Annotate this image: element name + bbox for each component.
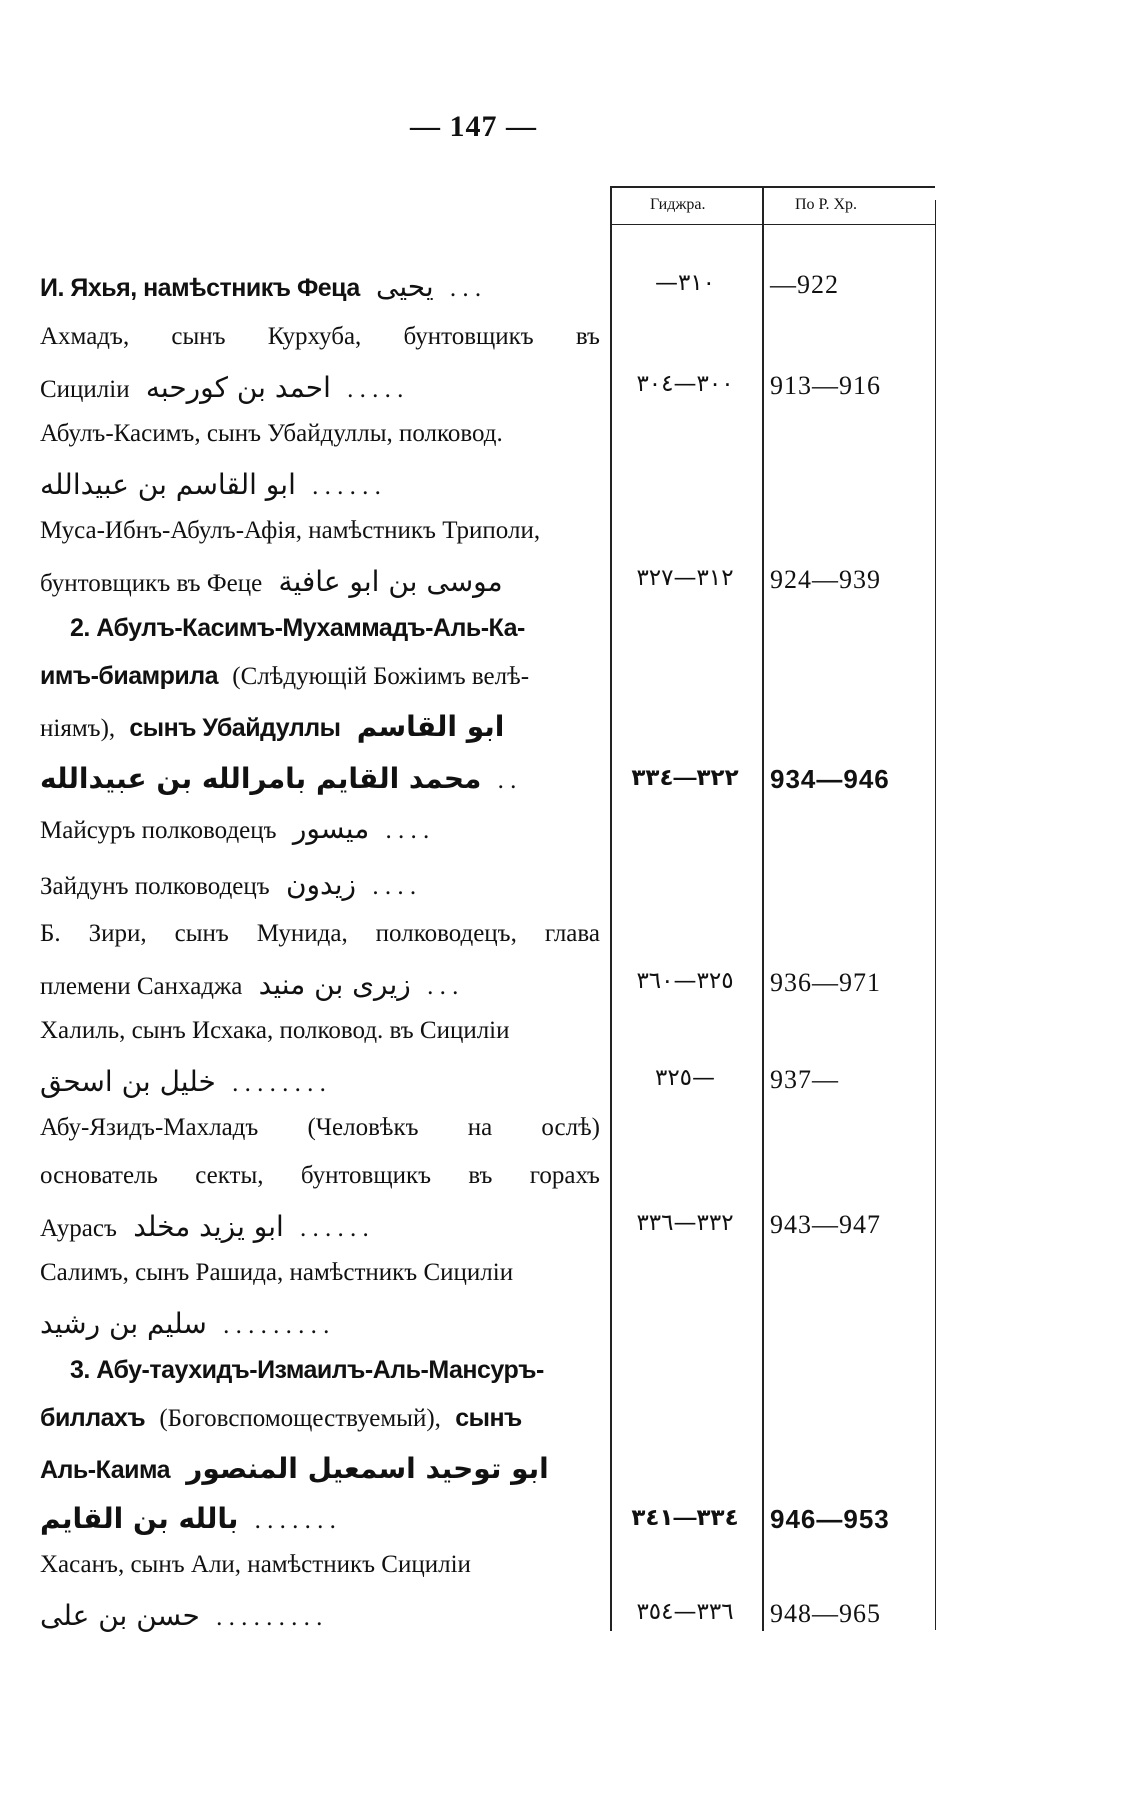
entry-ziri bbox=[40, 920, 1140, 1001]
entry-title: биллахъ bbox=[40, 1404, 146, 1432]
hijra-date: —٣١٠ bbox=[654, 270, 716, 296]
header-bottom-rule bbox=[610, 224, 935, 225]
entry-text-line: Зайдунъ полководецъ bbox=[40, 873, 270, 900]
ad-date: 946—953 bbox=[770, 1504, 890, 1534]
entry-text-line: Хасанъ, сынъ Али, намѣстникъ Сициліи bbox=[40, 1551, 471, 1578]
leader-dots: . . . bbox=[449, 275, 482, 302]
entry-text-line: Абулъ-Касимъ, сынъ Убайдуллы, полковод. bbox=[40, 420, 503, 447]
arabic-name: حسن بن على bbox=[40, 1599, 200, 1632]
leader-dots: . . . . . . . . . bbox=[223, 1312, 330, 1339]
column-header-ad: По Р. Хр. bbox=[795, 196, 858, 213]
leader-dots: . . . . bbox=[385, 817, 430, 844]
entry-text-line: Ахмадъ, сынъ Курхуба, бунтовщикъ въ bbox=[40, 323, 600, 350]
hijra-date: ٣٣٦—٣٥٤ bbox=[636, 1599, 734, 1625]
hijra-date: ٣٠٠—٣٠٤ bbox=[636, 371, 734, 397]
entry-text-line: Аурасъ bbox=[40, 1215, 117, 1242]
hijra-date: ٣٢٢—٣٣٤ bbox=[631, 764, 739, 790]
entry-maysur bbox=[40, 812, 1140, 872]
ad-date: 943—947 bbox=[770, 1210, 881, 1239]
entry-musa bbox=[40, 517, 1140, 598]
entry-text-line: бунтовщикъ въ Феце bbox=[40, 570, 263, 597]
entry-text-line: сынъ Убайдуллы bbox=[129, 714, 341, 742]
entry-text-line: племени Санхаджа bbox=[40, 973, 243, 1000]
arabic-name: موسى بن ابو عافية bbox=[278, 565, 503, 598]
leader-dots: . . . . . . bbox=[300, 1215, 369, 1242]
arabic-name: ابو توحيد اسمعيل المنصور bbox=[186, 1452, 549, 1485]
arabic-name: سليم بن رشيد bbox=[40, 1307, 207, 1340]
entry-text-line: сынъ bbox=[455, 1404, 522, 1432]
entry-title: 3. Абу-таухидъ-Измаилъ-Аль-Мансуръ- bbox=[70, 1356, 544, 1384]
entry-text-line: Халиль, сынъ Исхака, полковод. въ Сициліи bbox=[40, 1017, 510, 1044]
header-top-rule bbox=[610, 186, 935, 188]
leader-dots: . . . . . . bbox=[312, 473, 381, 500]
entry-title: И. Яхья, намѣстникъ Феца bbox=[40, 274, 360, 302]
ad-date: 913—916 bbox=[770, 371, 881, 400]
page-number: — 147 — bbox=[410, 110, 537, 143]
entry-al-mansur bbox=[40, 1356, 1140, 1535]
entry-text-line: Салимъ, сынъ Рашида, намѣстникъ Сициліи bbox=[40, 1259, 514, 1286]
arabic-name: زيدون bbox=[285, 868, 357, 901]
hijra-date: ٣١٢—٣٢٧ bbox=[636, 565, 734, 591]
leader-dots: . . bbox=[497, 767, 517, 794]
entry-text-line: Аль-Каима bbox=[40, 1456, 171, 1484]
arabic-name: ابو يزيد مخلد bbox=[133, 1210, 284, 1243]
entry-abul-kasim bbox=[40, 420, 1140, 501]
ad-date: 936—971 bbox=[770, 968, 881, 997]
entry-abu-yazid bbox=[40, 1114, 1140, 1243]
hijra-date: ٣٣٤—٣٤١ bbox=[631, 1504, 739, 1530]
arabic-name: ابو القاسم bbox=[356, 710, 505, 743]
entry-text-line: (Слѣдующій Божіимъ велѣ- bbox=[232, 663, 530, 690]
arabic-name: بالله بن القايم bbox=[40, 1502, 239, 1535]
arabic-name: ابو القاسم بن عبيدالله bbox=[40, 468, 296, 501]
entry-text-line: Сициліи bbox=[40, 376, 130, 403]
entry-salim bbox=[40, 1259, 1140, 1340]
entry-text-line: Муса-Ибнъ-Абулъ-Афія, намѣстникъ Триполи, bbox=[40, 517, 541, 544]
leader-dots: . . . . . . . . bbox=[232, 1070, 326, 1097]
leader-dots: . . . . . bbox=[347, 376, 404, 403]
arabic-name: احمد بن كورحبه bbox=[145, 371, 331, 404]
ad-date: 934—946 bbox=[770, 764, 890, 794]
leader-dots: . . . . . . . bbox=[254, 1507, 336, 1534]
arabic-name: ميسور bbox=[292, 812, 370, 845]
arabic-name: زيرى بن منيد bbox=[258, 968, 411, 1001]
ad-date: —922 bbox=[770, 270, 839, 299]
entry-yahya bbox=[40, 270, 1140, 330]
leader-dots: . . . bbox=[427, 973, 459, 1000]
arabic-name: خليل بن اسحق bbox=[40, 1065, 216, 1098]
entry-text-line: ніямъ), bbox=[40, 715, 116, 742]
arabic-name: يحيى bbox=[376, 270, 434, 303]
column-header-hijra: Гиджра. bbox=[650, 196, 706, 213]
ad-date: 948—965 bbox=[770, 1599, 881, 1628]
leader-dots: . . . . bbox=[372, 873, 417, 900]
entry-text-line: Абу-Язидъ-Махладъ (Человѣкъ на ослѣ) bbox=[40, 1114, 600, 1141]
entry-al-kaim bbox=[40, 614, 1140, 795]
entry-text-line: (Боговспомоществуемый), bbox=[159, 1405, 441, 1432]
entry-title: имъ-биамрила bbox=[40, 662, 219, 690]
entry-text-line: Майсуръ полководецъ bbox=[40, 817, 277, 844]
entry-zaydun bbox=[40, 868, 1140, 928]
ad-date: 924—939 bbox=[770, 565, 881, 594]
entry-text-line: Б. Зири, сынъ Мунида, полководецъ, глава bbox=[40, 920, 600, 947]
hijra-date: ٣٣٢—٣٣٦ bbox=[636, 1210, 734, 1236]
entry-khalil bbox=[40, 1017, 1140, 1098]
entry-hasan bbox=[40, 1551, 1140, 1632]
entry-title: 2. Абулъ-Касимъ-Мухаммадъ-Аль-Ка- bbox=[70, 614, 525, 642]
arabic-name: محمد القايم بامرالله بن عبيدالله bbox=[40, 762, 482, 795]
entry-text-line: основатель секты, бунтовщикъ въ горахъ bbox=[40, 1162, 600, 1189]
ad-date: 937— bbox=[770, 1065, 839, 1094]
entry-ahmad bbox=[40, 323, 1140, 404]
hijra-date: ٣٢٥—٣٦٠ bbox=[636, 968, 734, 994]
leader-dots: . . . . . . . . . bbox=[216, 1604, 323, 1631]
hijra-date: ٣٢٥— bbox=[654, 1065, 716, 1091]
